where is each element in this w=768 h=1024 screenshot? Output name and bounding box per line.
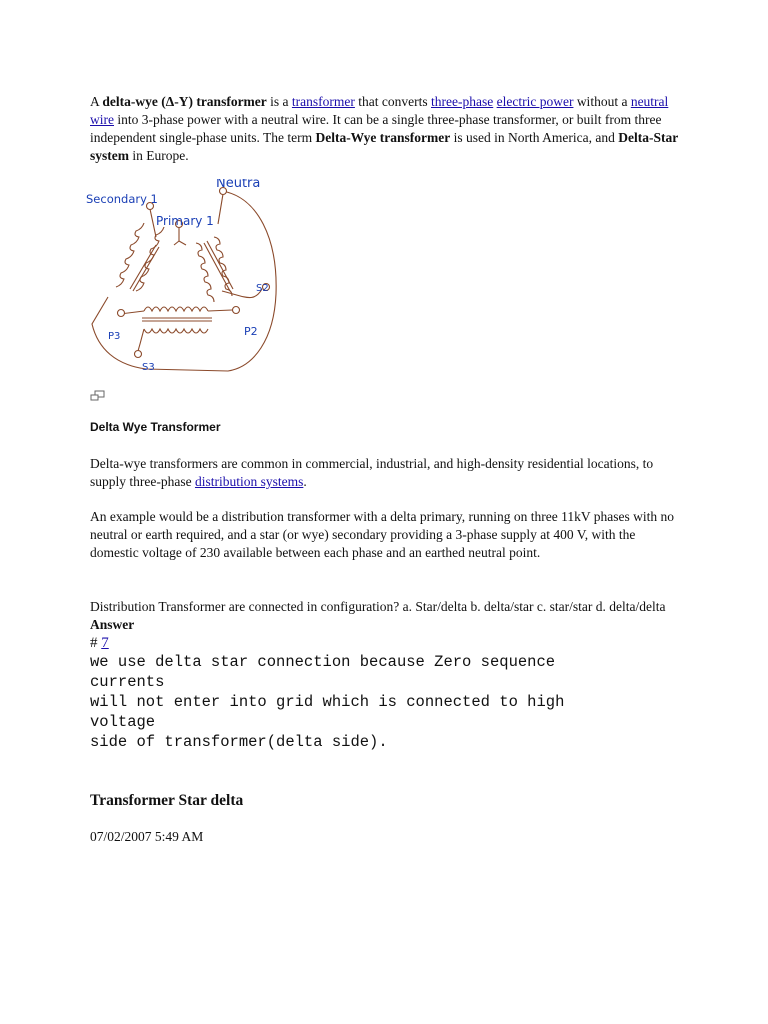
p3-terminal (118, 310, 125, 317)
post-timestamp: 07/02/2007 5:49 AM (90, 829, 204, 844)
answer-reference: # 7 (90, 635, 109, 651)
s2-label: S2 (256, 283, 269, 294)
term-delta-wye-transformer: Delta-Wye transformer (315, 130, 451, 145)
delta-top-joint (174, 241, 186, 245)
term-delta-star-system: Delta-Star system (90, 130, 678, 163)
answer-label: Answer (90, 617, 135, 632)
neutral-lead (218, 194, 223, 224)
bottom-primary-coil (144, 307, 208, 311)
link-transformer[interactable]: transformer (291, 94, 355, 109)
p3-label: P3 (108, 331, 121, 342)
delta-wye-diagram-svg (86, 179, 286, 379)
left-secondary-coil (136, 227, 164, 291)
s3-label: S3 (142, 362, 155, 373)
document-body (86, 93, 680, 846)
left-core-line-2 (133, 247, 159, 291)
answer-text: we use delta star connection because Zero sequence currents will not enter into grid which is connected to high voltage side of transformer(delta side). (90, 653, 565, 751)
example-paragraph: An example would be a distribution transformer with a delta primary, running on three 11kV phases with no neutral or earth required, and a star (or wye) secondary providing a 3-phase supply at 400 V, with the domestic voltage of 230 available between each phase and an earthed neutral point. (90, 509, 674, 560)
primary1-label: Primary 1 (156, 214, 214, 228)
right-primary-coil (196, 243, 214, 302)
usage-paragraph: Delta-wye transformers are common in commercial, industrial, and high-density residential locations, to supply three-phase distribution systems. (90, 456, 654, 489)
left-primary-coil (116, 223, 144, 287)
delta-right-joint (208, 310, 232, 311)
link-electric-power[interactable]: electric power (496, 94, 574, 109)
section-heading: Transformer Star delta (90, 792, 244, 809)
delta-wye-diagram (86, 179, 286, 379)
secondary1-label: Secondary 1 (86, 192, 158, 206)
intro-paragraph: A delta-wye (Δ-Y) transformer is a transformer that converts three-phase electric power without a neutral wire into 3-phase power with a neutral wire. It can be a single three-phase transformer, or built from three independent single-phase units. The term Delta-Wye transformer is used in North America, and Delta-Star system in Europe. (90, 94, 678, 163)
right-core-line-2 (207, 241, 233, 289)
p2-terminal (233, 307, 240, 314)
p2-label: P2 (244, 325, 258, 338)
link-three-phase[interactable]: three-phase (431, 94, 494, 109)
link-neutral-wire[interactable]: neutral wire (90, 94, 669, 127)
question-paragraph: Distribution Transformer are connected in configuration? a. Star/delta b. delta/star c. star/star d. delta/delta Answer (90, 599, 666, 632)
answer-link[interactable]: 7 (101, 635, 109, 651)
s3-lead (138, 329, 144, 351)
term-delta-wye: delta-wye (Δ-Y) transformer (102, 94, 267, 109)
bottom-secondary-coil (144, 329, 208, 333)
s3-terminal (135, 351, 142, 358)
enlarge-icon[interactable] (90, 389, 106, 401)
link-distribution-systems[interactable]: distribution systems (194, 474, 304, 489)
figure-caption: Delta Wye Transformer (90, 420, 221, 434)
neutral-label: Neutra (216, 179, 261, 191)
